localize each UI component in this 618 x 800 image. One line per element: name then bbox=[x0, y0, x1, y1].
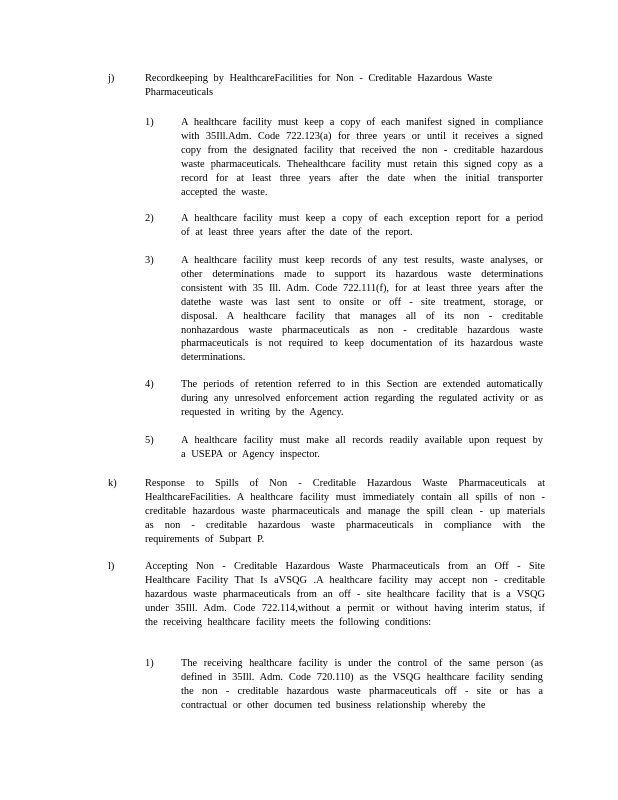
item-marker: 5) bbox=[145, 435, 154, 446]
section-text: Accepting Non - Creditable Hazardous Waste Pharmaceuticals from an Off - Site Healthcare Facility That Is aVSQG .A healthcare facility may accept non - creditable hazardous waste pharmaceuticals from an off - site healthcare facility that is a VSQG under 35Ill. Adm. Code 722.114,without a permit or without having interim status, if the receiving healthcare facility meets the following conditions: bbox=[145, 561, 545, 628]
item-marker: 3) bbox=[145, 255, 154, 266]
item-marker: 1) bbox=[145, 117, 154, 128]
item-text: A healthcare facility must make all records readily available upon request by a USEPA or Agency inspector. bbox=[181, 435, 543, 460]
item-text: The receiving healthcare facility is under the control of the same person (as defined in 35Ill. Adm. Code 720.110) as the VSQG healthcare facility sending the non - creditable hazardous waste pharmaceuticals off - site or has a contractual or other documen ted business relationship whereby the bbox=[181, 658, 543, 711]
item-marker: 4) bbox=[145, 379, 154, 390]
item-marker: 2) bbox=[145, 213, 154, 224]
section-text: Response to Spills of Non - Creditable Hazardous Waste Pharmaceuticals at HealthcareFacilities. A healthcare facility must immediately contain all spills of non - creditable hazardous waste pharmaceuticals and manage the spill clean - up materials as non - creditable hazardous waste pharmaceuticals in compliance with the requirements of Subpart P. bbox=[145, 478, 545, 545]
item-marker: 1) bbox=[145, 658, 154, 669]
item-text: A healthcare facility must keep a copy of each exception report for a period of at least three years after the date of the report. bbox=[181, 213, 543, 238]
section-marker: k) bbox=[108, 478, 117, 489]
item-text: A healthcare facility must keep records of any test results, waste analyses, or other determinations made to support its hazardous waste determinations consistent with 35 Ill. Adm. Code 722.111(f), for at least three years after the datethe waste was last sent to onsite or off - site treatment, storage, or disposal. A healthcare facility that manages all of its non - creditable nonhazardous waste pharmaceuticals as non - creditable hazardous waste pharmaceuticals is not required to keep documentation of its hazardous waste determinations. bbox=[181, 255, 543, 364]
item-text: A healthcare facility must keep a copy of each manifest signed in compliance with 35Ill.Adm. Code 722.123(a) for three years or until it receives a signed copy from the designated facility that received the non - creditable hazardous waste pharmaceuticals. Thehealthcare facility must retain this signed copy as a record for at least three years after the date when the initial transporter accepted the waste. bbox=[181, 117, 543, 198]
section-heading: Recordkeeping by HealthcareFacilities for Non - Creditable Hazardous Waste Pharmaceuticals bbox=[145, 73, 493, 98]
section-marker: l) bbox=[108, 561, 115, 572]
item-text: The periods of retention referred to in this Section are extended automatically during any unresolved enforcement action regarding the regulated activity or as requested in writing by the Agency. bbox=[181, 379, 543, 418]
section-marker: j) bbox=[108, 73, 115, 84]
